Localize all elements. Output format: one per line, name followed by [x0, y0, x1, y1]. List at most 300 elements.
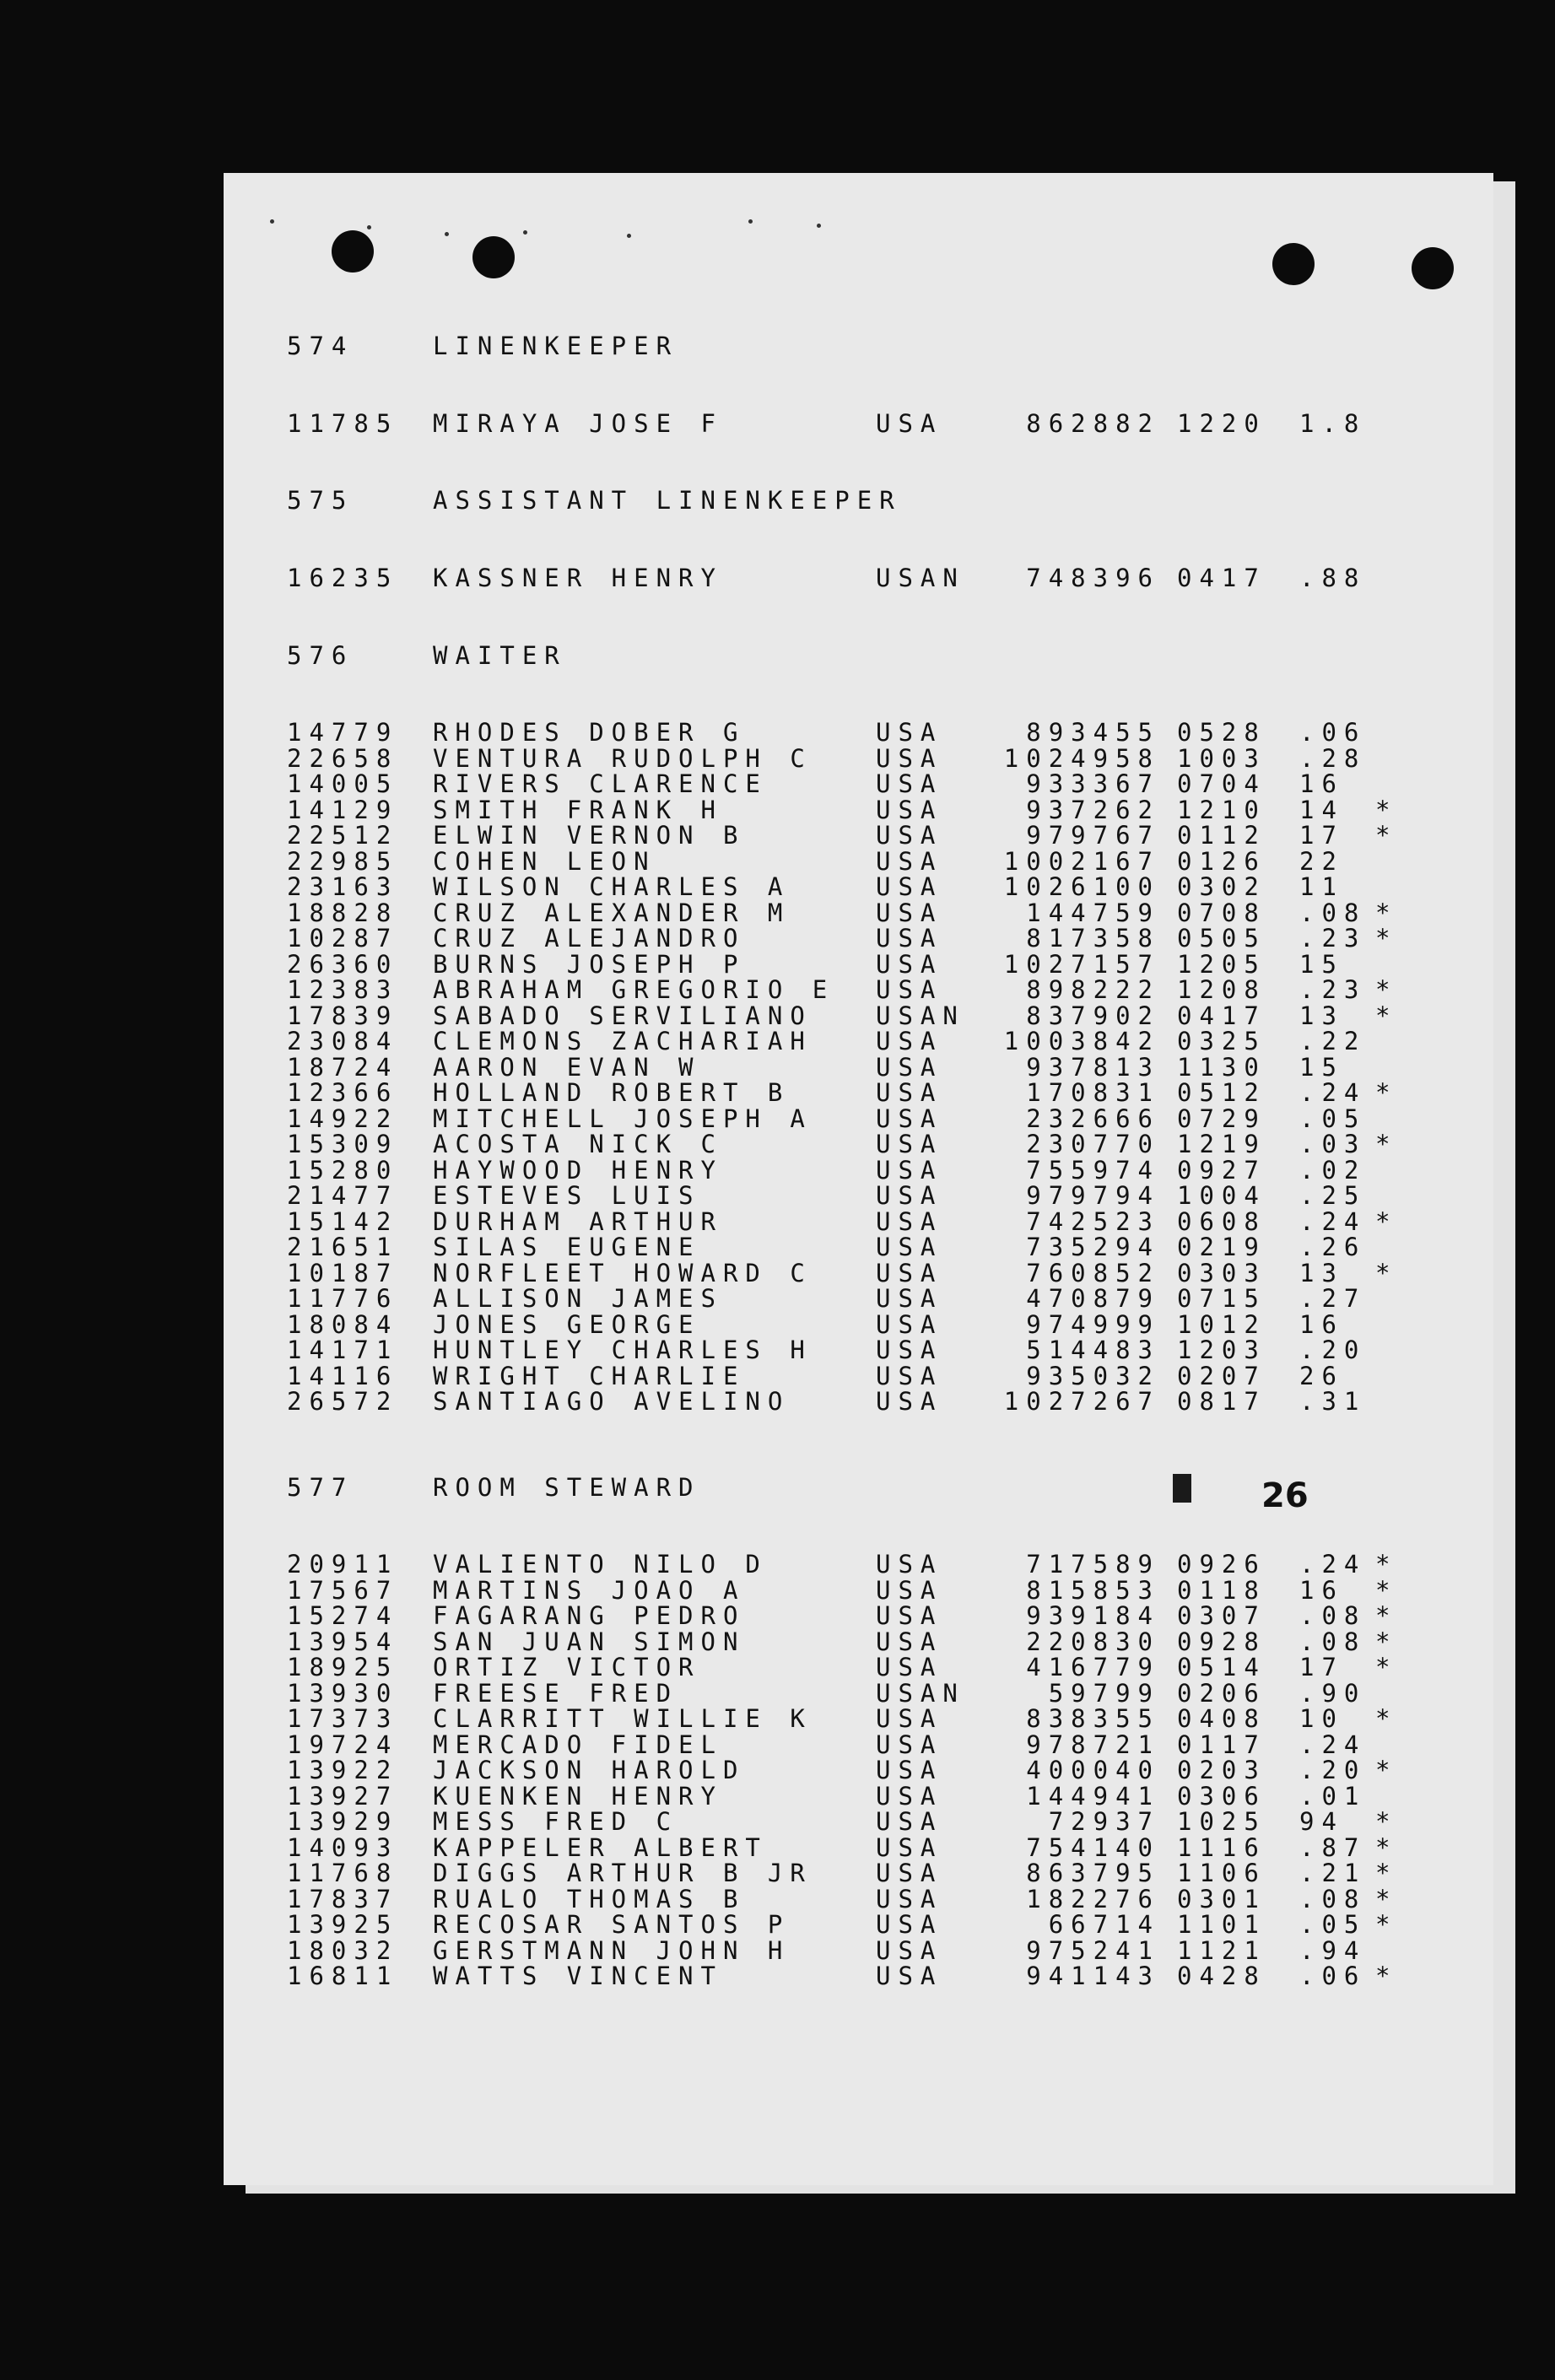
cell-name: CRUZ ALEJANDRO	[433, 924, 746, 953]
cell-nat: USA	[876, 1027, 943, 1055]
cell-date: 0303	[1177, 1259, 1266, 1287]
cell-num: 760852	[1026, 1259, 1160, 1287]
cell-id: 18032	[287, 1936, 399, 1965]
cell-date: 0928	[1177, 1627, 1266, 1656]
cell-star: *	[1375, 1704, 1398, 1733]
cell-num: 144759	[1026, 899, 1160, 927]
cell-name: VALIENTO NILO D	[433, 1550, 768, 1579]
cell-name: KUENKEN HENRY	[433, 1782, 723, 1811]
cell-star: *	[1375, 899, 1398, 927]
cell-nat: USA	[876, 409, 943, 438]
cell-num: 742523	[1026, 1207, 1160, 1236]
cell-date: 0307	[1177, 1601, 1266, 1630]
table-row	[224, 1286, 1493, 1311]
table-row	[224, 1055, 1493, 1080]
cell-nat: USA	[876, 1550, 943, 1579]
cell-amt: 94	[1299, 1807, 1344, 1836]
cell-nat: USA	[876, 924, 943, 953]
cell-nat: USA	[876, 1387, 943, 1416]
cell-num: 978721	[1026, 1730, 1160, 1759]
cell-id: 14129	[287, 796, 399, 824]
table-row	[224, 1732, 1493, 1757]
punch-hole	[1412, 247, 1454, 289]
cell-date: 1025	[1177, 1807, 1266, 1836]
table-row	[224, 849, 1493, 874]
cell-name: RHODES DOBER G	[433, 718, 746, 747]
cell-name: FREESE FRED	[433, 1679, 679, 1708]
cell-nat: USA	[876, 1259, 943, 1287]
table-row	[224, 720, 1493, 745]
cell-name: CLARRITT WILLIE K	[433, 1704, 813, 1733]
cell-name: SILAS EUGENE	[433, 1233, 701, 1261]
cell-name: ORTIZ VICTOR	[433, 1653, 701, 1681]
cell-date: 0528	[1177, 718, 1266, 747]
cell-date: 0207	[1177, 1362, 1266, 1390]
cell-num: 735294	[1026, 1233, 1160, 1261]
cell-date: 0512	[1177, 1078, 1266, 1107]
table-row	[224, 823, 1493, 848]
cell-amt: .23	[1299, 975, 1367, 1004]
cell-id: 18925	[287, 1653, 399, 1681]
cell-date: 0117	[1177, 1730, 1266, 1759]
cell-num: 941143	[1026, 1962, 1160, 1990]
table-row	[224, 1234, 1493, 1260]
cell-name: HOLLAND ROBERT B	[433, 1078, 791, 1107]
cell-amt: .01	[1299, 1782, 1367, 1811]
cell-date: 1101	[1177, 1910, 1266, 1939]
speck	[270, 219, 274, 224]
cell-nat: USA	[876, 1807, 943, 1836]
table-row	[224, 1183, 1493, 1208]
cell-num: 220830	[1026, 1627, 1160, 1656]
section-heading	[224, 333, 1493, 359]
cell-name: MESS FRED C	[433, 1807, 679, 1836]
cell-star: *	[1375, 1962, 1398, 1990]
cell-star: *	[1375, 1601, 1398, 1630]
cell-date: 0112	[1177, 821, 1266, 850]
cell-amt: 11	[1299, 872, 1344, 901]
cell-date: 0428	[1177, 1962, 1266, 1990]
cell-date: 1205	[1177, 950, 1266, 979]
cell-id: 10287	[287, 924, 399, 953]
cell-date: 0715	[1177, 1284, 1266, 1313]
table-row	[224, 1389, 1493, 1414]
cell-name: WATTS VINCENT	[433, 1962, 723, 1990]
cell-id: 18828	[287, 899, 399, 927]
cell-amt: 26	[1299, 1362, 1344, 1390]
cell-amt: .87	[1299, 1833, 1367, 1862]
speck	[523, 230, 527, 235]
page-stamp: 26	[1261, 1476, 1309, 1515]
cell-name: MITCHELL JOSEPH A	[433, 1104, 813, 1133]
cell-name: SABADO SERVILIANO	[433, 1001, 813, 1030]
cell-num: 1027157	[1003, 950, 1160, 979]
cell-num: 72937	[1048, 1807, 1160, 1836]
cell-date: 0417	[1177, 1001, 1266, 1030]
section-code: 575	[287, 486, 354, 515]
cell-id: 13930	[287, 1679, 399, 1708]
cell-name: RECOSAR SANTOS P	[433, 1910, 791, 1939]
document-page	[224, 173, 1493, 2185]
cell-num: 170831	[1026, 1078, 1160, 1107]
cell-date: 0926	[1177, 1550, 1266, 1579]
cell-name: WRIGHT CHARLIE	[433, 1362, 746, 1390]
table-row	[224, 900, 1493, 926]
table-row	[224, 1552, 1493, 1577]
cell-name: ESTEVES LUIS	[433, 1181, 701, 1210]
section-code: 574	[287, 332, 354, 360]
cell-id: 14116	[287, 1362, 399, 1390]
cell-nat: USA	[876, 744, 943, 773]
cell-name: COHEN LEON	[433, 847, 656, 876]
cell-nat: USA	[876, 1130, 943, 1158]
cell-name: MIRAYA JOSE F	[433, 409, 723, 438]
cell-num: 748396	[1026, 564, 1160, 592]
table-row	[224, 1886, 1493, 1912]
cell-star: *	[1375, 1001, 1398, 1030]
cell-id: 14171	[287, 1336, 399, 1364]
table-row	[224, 874, 1493, 899]
cell-amt: .08	[1299, 899, 1367, 927]
section-title: LINENKEEPER	[433, 332, 679, 360]
cell-nat: USA	[876, 1782, 943, 1811]
cell-num: 1003842	[1003, 1027, 1160, 1055]
table-row	[224, 1809, 1493, 1834]
cell-id: 12383	[287, 975, 399, 1004]
table-row	[224, 1629, 1493, 1654]
cell-num: 815853	[1026, 1576, 1160, 1605]
cell-name: NORFLEET HOWARD C	[433, 1259, 813, 1287]
cell-star: *	[1375, 1859, 1398, 1887]
cell-num: 939184	[1026, 1601, 1160, 1630]
table-row	[224, 1312, 1493, 1337]
cell-date: 0608	[1177, 1207, 1266, 1236]
cell-num: 838355	[1026, 1704, 1160, 1733]
cell-id: 18724	[287, 1053, 399, 1082]
cell-nat: USA	[876, 1576, 943, 1605]
table-row	[224, 1080, 1493, 1105]
punch-hole	[1272, 243, 1315, 285]
cell-star: *	[1375, 1627, 1398, 1656]
cell-star: *	[1375, 1833, 1398, 1862]
cell-date: 0408	[1177, 1704, 1266, 1733]
cell-star: *	[1375, 975, 1398, 1004]
cell-amt: .06	[1299, 718, 1367, 747]
cell-name: HAYWOOD HENRY	[433, 1156, 723, 1185]
cell-name: MERCADO FIDEL	[433, 1730, 723, 1759]
cell-nat: USA	[876, 1181, 943, 1210]
cell-num: 817358	[1026, 924, 1160, 953]
cell-name: ELWIN VERNON B	[433, 821, 746, 850]
cell-name: WILSON CHARLES A	[433, 872, 791, 901]
cell-amt: .05	[1299, 1910, 1367, 1939]
cell-num: 230770	[1026, 1130, 1160, 1158]
stamp-mark	[1173, 1474, 1191, 1503]
cell-date: 0306	[1177, 1782, 1266, 1811]
cell-nat: USA	[876, 1936, 943, 1965]
cell-nat: USA	[876, 950, 943, 979]
cell-date: 0505	[1177, 924, 1266, 953]
cell-id: 16235	[287, 564, 399, 592]
cell-id: 14005	[287, 769, 399, 798]
cell-name: HUNTLEY CHARLES H	[433, 1336, 813, 1364]
table-row	[224, 1706, 1493, 1731]
table-row	[224, 1209, 1493, 1234]
cell-amt: .88	[1299, 564, 1367, 592]
cell-num: 66714	[1048, 1910, 1160, 1939]
cell-amt: .31	[1299, 1387, 1367, 1416]
speck	[748, 219, 753, 224]
cell-nat: USA	[876, 1233, 943, 1261]
cell-date: 0219	[1177, 1233, 1266, 1261]
cell-nat: USAN	[876, 564, 965, 592]
cell-id: 15142	[287, 1207, 399, 1236]
cell-id: 16811	[287, 1962, 399, 1990]
cell-amt: .03	[1299, 1130, 1367, 1158]
table-row	[224, 746, 1493, 771]
cell-amt: 1.8	[1299, 409, 1367, 438]
cell-name: BURNS JOSEPH P	[433, 950, 746, 979]
cell-num: 935032	[1026, 1362, 1160, 1390]
cell-date: 0514	[1177, 1653, 1266, 1681]
cell-date: 0203	[1177, 1756, 1266, 1784]
cell-num: 717589	[1026, 1550, 1160, 1579]
cell-star: *	[1375, 1259, 1398, 1287]
cell-amt: 17	[1299, 1653, 1344, 1681]
cell-nat: USA	[876, 1362, 943, 1390]
cell-id: 13925	[287, 1910, 399, 1939]
cell-amt: .06	[1299, 1962, 1367, 1990]
cell-date: 0301	[1177, 1885, 1266, 1913]
cell-num: 937813	[1026, 1053, 1160, 1082]
cell-amt: .21	[1299, 1859, 1367, 1887]
cell-nat: USA	[876, 899, 943, 927]
punch-hole	[472, 236, 515, 278]
cell-date: 0704	[1177, 769, 1266, 798]
table-row	[224, 1158, 1493, 1183]
cell-date: 0417	[1177, 564, 1266, 592]
cell-id: 10187	[287, 1259, 399, 1287]
table-row	[224, 1131, 1493, 1157]
cell-name: ABRAHAM GREGORIO E	[433, 975, 835, 1004]
cell-id: 15274	[287, 1601, 399, 1630]
cell-date: 1219	[1177, 1130, 1266, 1158]
cell-num: 400040	[1026, 1756, 1160, 1784]
cell-date: 1003	[1177, 744, 1266, 773]
cell-num: 974999	[1026, 1310, 1160, 1339]
cell-id: 23084	[287, 1027, 399, 1055]
cell-nat: USA	[876, 1730, 943, 1759]
cell-nat: USA	[876, 1962, 943, 1990]
table-row	[224, 1757, 1493, 1783]
cell-name: ACOSTA NICK C	[433, 1130, 723, 1158]
cell-num: 470879	[1026, 1284, 1160, 1313]
cell-amt: .24	[1299, 1550, 1367, 1579]
cell-star: *	[1375, 924, 1398, 953]
cell-amt: 10	[1299, 1704, 1344, 1733]
cell-nat: USA	[876, 718, 943, 747]
cell-amt: .23	[1299, 924, 1367, 953]
speck	[445, 232, 449, 236]
cell-date: 0302	[1177, 872, 1266, 901]
cell-num: 1002167	[1003, 847, 1160, 876]
table-row	[224, 797, 1493, 823]
cell-star: *	[1375, 1885, 1398, 1913]
cell-amt: 13	[1299, 1259, 1344, 1287]
table-row	[224, 1860, 1493, 1886]
cell-star: *	[1375, 1653, 1398, 1681]
cell-num: 1027267	[1003, 1387, 1160, 1416]
section-heading	[224, 643, 1493, 668]
cell-amt: 15	[1299, 950, 1344, 979]
cell-nat: USA	[876, 1885, 943, 1913]
cell-num: 933367	[1026, 769, 1160, 798]
cell-nat: USA	[876, 1053, 943, 1082]
cell-name: JACKSON HAROLD	[433, 1756, 746, 1784]
cell-star: *	[1375, 1130, 1398, 1158]
cell-nat: USA	[876, 1653, 943, 1681]
section-title: WAITER	[433, 641, 567, 670]
cell-date: 0708	[1177, 899, 1266, 927]
cell-id: 13922	[287, 1756, 399, 1784]
cell-id: 11785	[287, 409, 399, 438]
cell-nat: USA	[876, 1104, 943, 1133]
cell-nat: USA	[876, 872, 943, 901]
table-row	[224, 926, 1493, 951]
cell-num: 1026100	[1003, 872, 1160, 901]
cell-num: 837902	[1026, 1001, 1160, 1030]
cell-id: 13927	[287, 1782, 399, 1811]
cell-id: 14779	[287, 718, 399, 747]
cell-num: 975241	[1026, 1936, 1160, 1965]
cell-id: 22658	[287, 744, 399, 773]
table-row	[224, 565, 1493, 591]
table-row	[224, 1654, 1493, 1680]
cell-amt: 17	[1299, 821, 1344, 850]
section-code: 576	[287, 641, 354, 670]
cell-name: DURHAM ARTHUR	[433, 1207, 723, 1236]
cell-num: 863795	[1026, 1859, 1160, 1887]
cell-num: 416779	[1026, 1653, 1160, 1681]
cell-date: 0817	[1177, 1387, 1266, 1416]
cell-nat: USA	[876, 1336, 943, 1364]
cell-amt: 22	[1299, 847, 1344, 876]
cell-amt: .02	[1299, 1156, 1367, 1185]
cell-name: DIGGS ARTHUR B JR	[433, 1859, 813, 1887]
cell-name: JONES GEORGE	[433, 1310, 701, 1339]
cell-name: FAGARANG PEDRO	[433, 1601, 746, 1630]
cell-id: 15280	[287, 1156, 399, 1185]
cell-nat: USA	[876, 769, 943, 798]
cell-nat: USA	[876, 1833, 943, 1862]
cell-name: VENTURA RUDOLPH C	[433, 744, 813, 773]
cell-nat: USA	[876, 1310, 943, 1339]
table-row	[224, 1106, 1493, 1131]
cell-nat: USA	[876, 1601, 943, 1630]
table-row	[224, 1003, 1493, 1028]
table-row	[224, 411, 1493, 436]
cell-amt: .08	[1299, 1885, 1367, 1913]
table-row	[224, 1784, 1493, 1809]
cell-amt: 13	[1299, 1001, 1344, 1030]
section-title: ASSISTANT LINENKEEPER	[433, 486, 902, 515]
cell-date: 1012	[1177, 1310, 1266, 1339]
section-code: 577	[287, 1473, 354, 1502]
cell-amt: .26	[1299, 1233, 1367, 1261]
cell-date: 0927	[1177, 1156, 1266, 1185]
cell-date: 1116	[1177, 1833, 1266, 1862]
cell-name: SMITH FRANK H	[433, 796, 723, 824]
cell-date: 1004	[1177, 1181, 1266, 1210]
cell-id: 12366	[287, 1078, 399, 1107]
cell-id: 15309	[287, 1130, 399, 1158]
cell-amt: 16	[1299, 769, 1344, 798]
cell-name: AARON EVAN W	[433, 1053, 701, 1082]
table-row	[224, 1681, 1493, 1706]
cell-nat: USA	[876, 796, 943, 824]
cell-date: 1130	[1177, 1053, 1266, 1082]
cell-name: MARTINS JOAO A	[433, 1576, 746, 1605]
cell-num: 898222	[1026, 975, 1160, 1004]
cell-star: *	[1375, 821, 1398, 850]
cell-id: 19724	[287, 1730, 399, 1759]
cell-id: 14922	[287, 1104, 399, 1133]
cell-date: 0325	[1177, 1027, 1266, 1055]
section-heading	[224, 488, 1493, 513]
cell-id: 22985	[287, 847, 399, 876]
cell-nat: USA	[876, 1284, 943, 1313]
cell-nat: USA	[876, 1910, 943, 1939]
cell-name: SANTIAGO AVELINO	[433, 1387, 791, 1416]
cell-id: 21651	[287, 1233, 399, 1261]
cell-star: *	[1375, 796, 1398, 824]
table-row	[224, 771, 1493, 796]
cell-id: 17567	[287, 1576, 399, 1605]
cell-name: CRUZ ALEXANDER M	[433, 899, 791, 927]
cell-amt: 14	[1299, 796, 1344, 824]
table-row	[224, 1363, 1493, 1389]
cell-num: 1024958	[1003, 744, 1160, 773]
cell-num: 144941	[1026, 1782, 1160, 1811]
cell-amt: 16	[1299, 1576, 1344, 1605]
cell-date: 0126	[1177, 847, 1266, 876]
cell-nat: USA	[876, 1704, 943, 1733]
cell-amt: .24	[1299, 1078, 1367, 1107]
cell-star: *	[1375, 1207, 1398, 1236]
table-row	[224, 1337, 1493, 1363]
cell-amt: .24	[1299, 1207, 1367, 1236]
cell-nat: USA	[876, 975, 943, 1004]
table-row	[224, 1912, 1493, 1937]
cell-star: *	[1375, 1910, 1398, 1939]
cell-name: SAN JUAN SIMON	[433, 1627, 746, 1656]
cell-num: 937262	[1026, 796, 1160, 824]
cell-date: 1203	[1177, 1336, 1266, 1364]
cell-id: 13954	[287, 1627, 399, 1656]
cell-num: 232666	[1026, 1104, 1160, 1133]
cell-nat: USA	[876, 1756, 943, 1784]
cell-date: 0118	[1177, 1576, 1266, 1605]
cell-amt: .22	[1299, 1027, 1367, 1055]
speck	[817, 224, 821, 228]
cell-date: 1121	[1177, 1936, 1266, 1965]
table-row	[224, 1938, 1493, 1963]
cell-nat: USA	[876, 821, 943, 850]
table-row	[224, 1028, 1493, 1054]
table-row	[224, 952, 1493, 977]
cell-nat: USA	[876, 1859, 943, 1887]
cell-star: *	[1375, 1807, 1398, 1836]
